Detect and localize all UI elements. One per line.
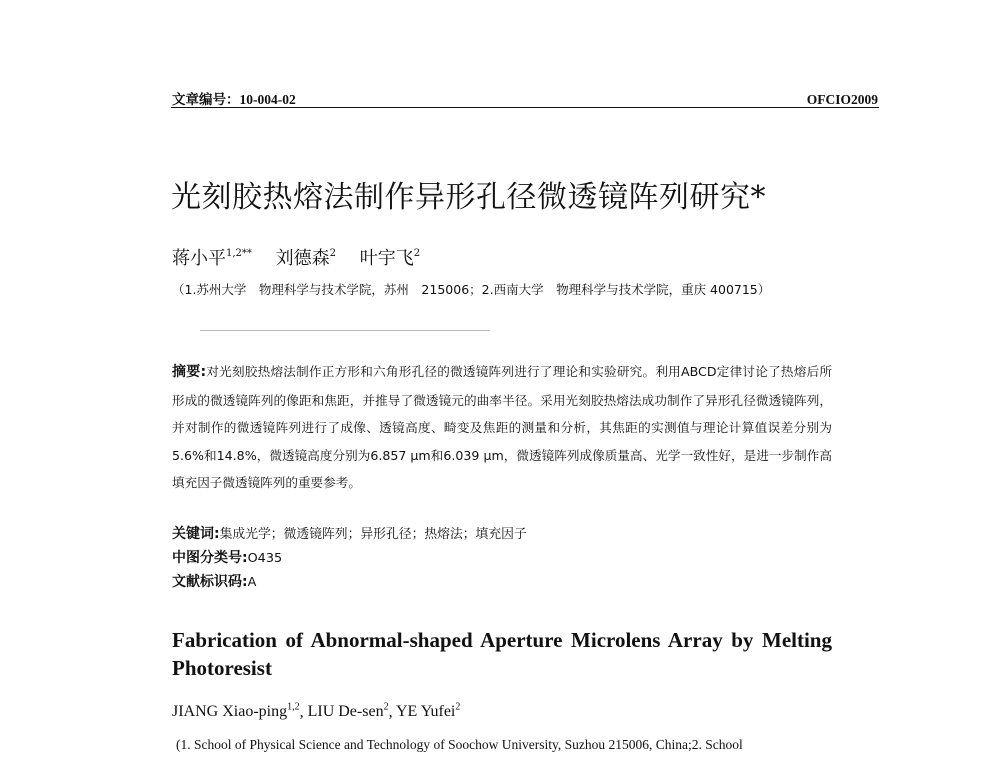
keywords [172,522,527,547]
keywords-label: 关键词: [172,526,220,542]
english-title: Fabrication of Abnormal-shaped Aperture Microlens Array by Melting Photoresist [172,628,832,680]
english-author-list: JIANG Xiao-ping$^{1,2}$, LIU De-sen$^2$, YE Yufei$^2$ [172,702,461,721]
english-author: YE Yufei$^2$ [395,702,461,721]
paper-title: 光刻胶热熔法制作异形孔径微透镜阵列研究* [171,180,766,215]
document-code [172,570,256,595]
clc-label: 中图分类号: [172,550,248,566]
abstract-text: 对光刻胶热熔法制作正方形和六角形孔径的微透镜阵列进行了理论和实验研究。利用ABCD定律讨论了热熔后所形成的微透镜阵列的像距和焦距，并推导了微透镜元的曲率半径。采用光刻胶热熔法成功制作了异形孔径微透镜阵列，并对制作的微透镜阵列进行了成像、透镜高度、畸变及焦距的测量和分析，其焦距的实测值与理论计算值误差分别为5.6%和14.8%，微透镜高度分别为6.857 μm和6.039 μm，微透镜阵列成像质量高、光学一致性好，是进一步制作高填充因子微透镜阵列的重要参考。 [172,364,832,490]
author: 刘德森$^2$ [275,248,337,269]
conference-code: OFCIO2009 [806,92,878,107]
doc-code-value: A [247,575,257,590]
abstract-label: 摘要: [172,364,207,380]
abstract [172,358,832,497]
author: 蒋小平$^{1,2**}$ [172,248,252,269]
divider [200,330,490,331]
affiliation: （1.苏州大学 物理科学与技术学院，苏州 215006；2.西南大学 物理科学与技术学院，重庆 400715） [172,282,771,297]
clc-number [172,546,282,571]
author-list [172,244,438,270]
keywords-text: 集成光学；微透镜阵列；异形孔径；热熔法；填充因子 [219,527,527,542]
english-author: LIU De-sen$^2$ [307,702,389,721]
article-number: 文章编号：10-004-02 [172,92,296,107]
author: 叶宇飞$^2$ [359,248,421,269]
header-rule [171,107,879,108]
clc-value: O435 [247,551,283,566]
english-author: JIANG Xiao-ping$^{1,2}$ [172,702,300,721]
doc-code-label: 文献标识码: [172,574,248,590]
page-header [172,88,878,108]
english-affiliation: (1. School of Physical Science and Technology of Soochow University, Suzhou 215006, China;2. School [176,737,743,752]
